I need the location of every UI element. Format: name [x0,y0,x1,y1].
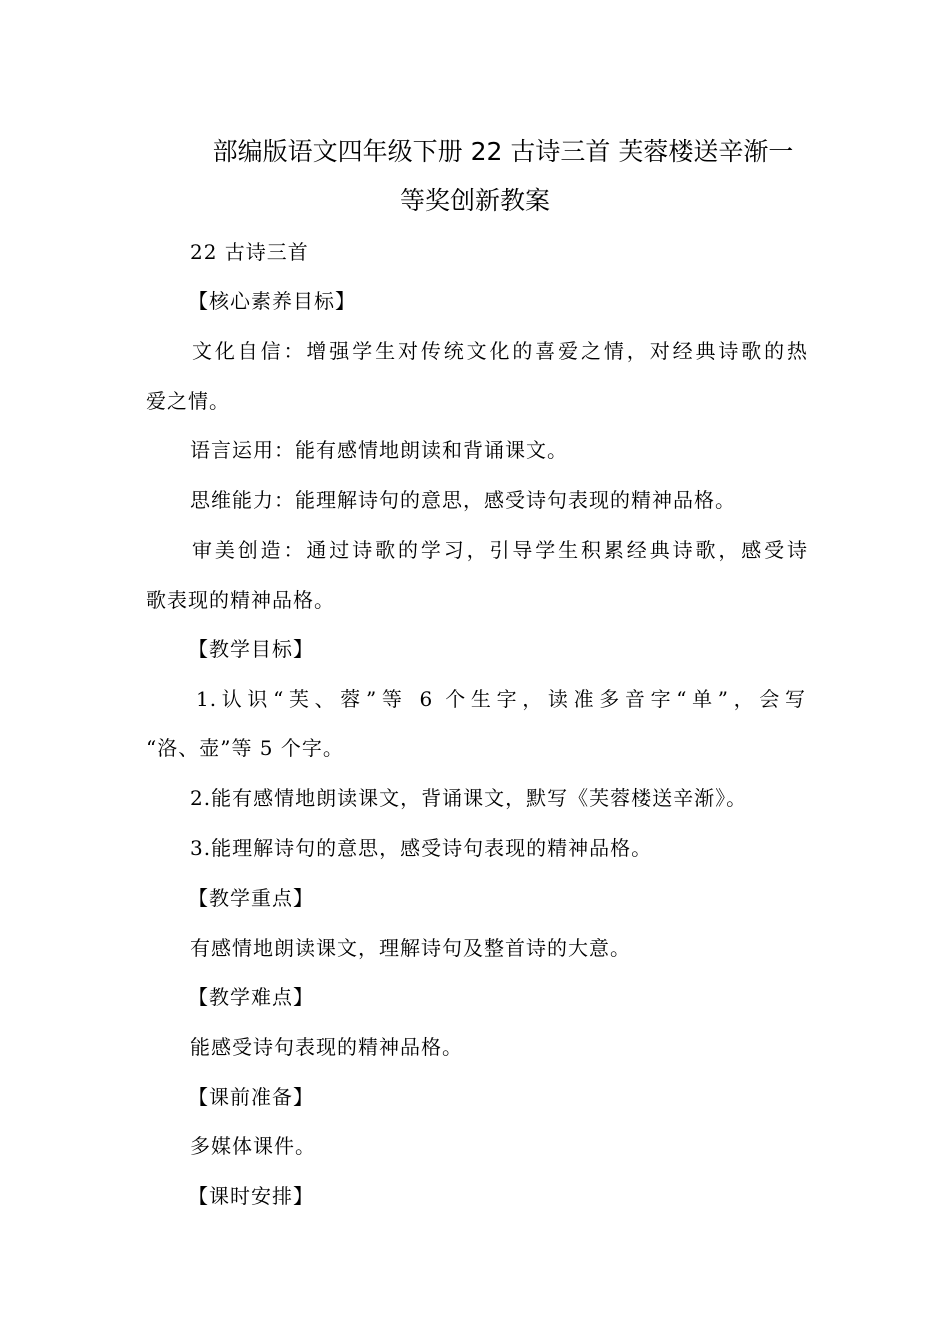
goal2-paragraph: 2.能有感情地朗读课文，背诵课文，默写《芙蓉楼送辛渐》。 [190,786,748,810]
preparation-paragraph: 多媒体课件。 [190,1134,316,1158]
culture-paragraph-line2: 爱之情。 [146,389,230,413]
language-paragraph: 语言运用：能有感情地朗读和背诵课文。 [190,438,568,462]
key-points-heading: 【教学重点】 [188,886,314,910]
goal3-paragraph: 3.能理解诗句的意思，感受诗句表现的精神品格。 [190,836,653,860]
teaching-goals-heading: 【教学目标】 [188,637,314,661]
preparation-heading: 【课前准备】 [188,1085,314,1109]
difficulties-paragraph: 能感受诗句表现的精神品格。 [190,1035,463,1059]
document-title-line2: 等奖创新教案 [399,186,550,215]
key-points-paragraph: 有感情地朗读课文，理解诗句及整首诗的大意。 [190,936,631,960]
schedule-heading: 【课时安排】 [188,1184,314,1208]
document-title-line1: 部编版语文四年级下册 22 古诗三首 芙蓉楼送辛渐一 [212,137,794,166]
goal1-line2: “洛、壶”等 5 个字。 [146,736,344,760]
goal1-line1: 1.认识“芙、蓉”等 6 个生字，读准多音字“单”，会写 [196,687,806,711]
aesthetic-paragraph-line2: 歌表现的精神品格。 [146,588,335,612]
core-literacy-heading: 【核心素养目标】 [188,289,356,313]
lesson-subtitle: 22 古诗三首 [190,240,309,264]
difficulties-heading: 【教学难点】 [188,985,314,1009]
culture-paragraph-line1: 文化自信：增强学生对传统文化的喜爱之情，对经典诗歌的热 [192,339,808,363]
aesthetic-paragraph-line1: 审美创造：通过诗歌的学习，引导学生积累经典诗歌，感受诗 [192,538,808,562]
thinking-paragraph: 思维能力：能理解诗句的意思，感受诗句表现的精神品格。 [190,488,736,512]
